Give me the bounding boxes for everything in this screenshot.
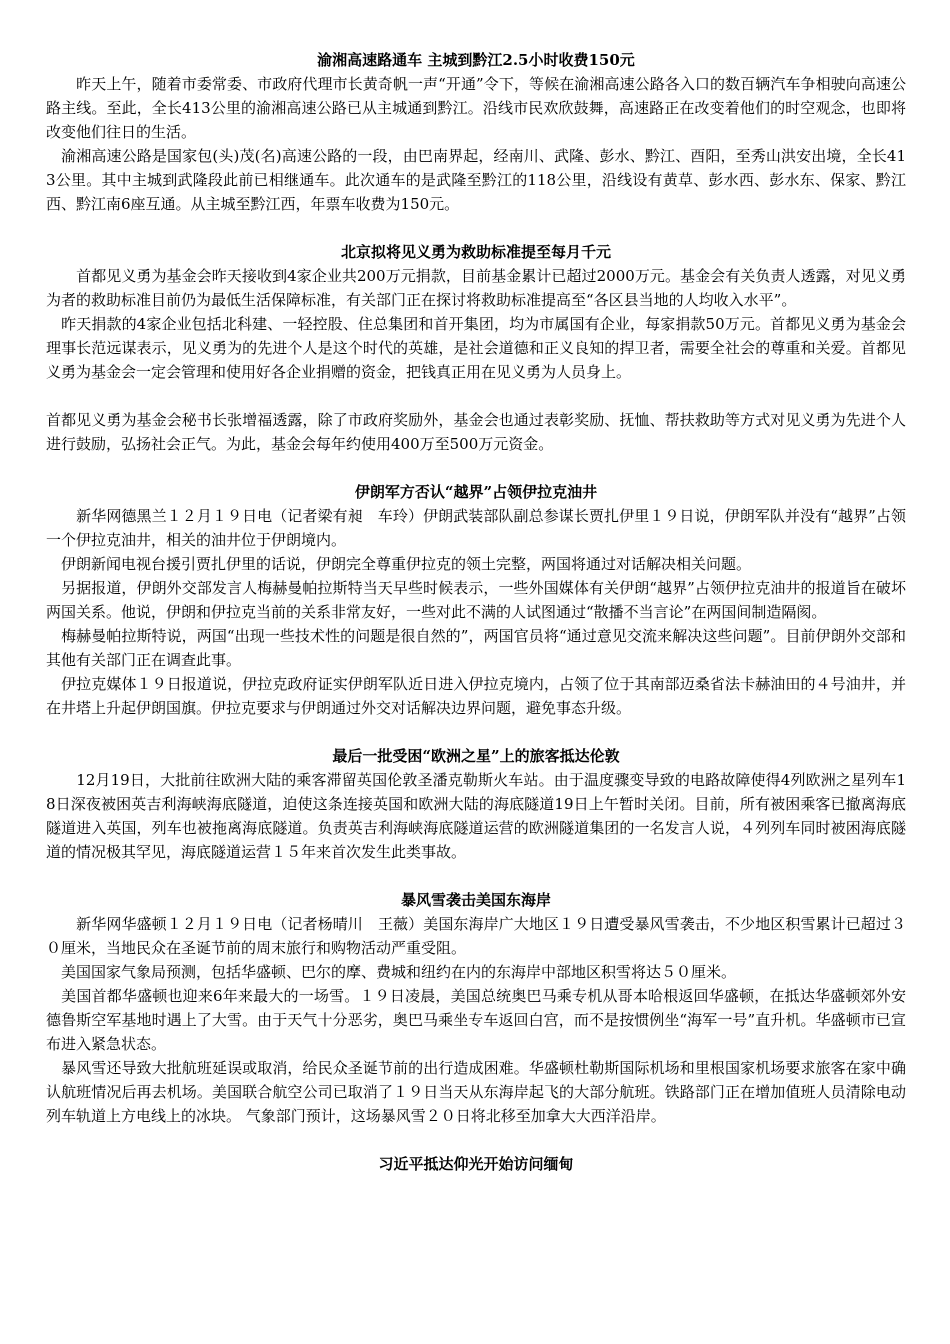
article-paragraph: 新华网德黑兰１２月１９日电（记者梁有昶 车玲）伊朗武装部队副总参谋长贾扎伊里１９日说，伊朗军队并没有“越界”占领一个伊拉克油井，相关的油井位于伊朗境内。 [46, 507, 906, 549]
article-paragraph: 另据报道，伊朗外交部发言人梅赫曼帕拉斯特当天早些时候表示，一些外国媒体有关伊朗“越界”占领伊拉克油井的报道旨在破坏两国关系。他说，伊朗和伊拉克当前的关系非常友好，一些对此不满的人试图通过“散播不当言论”在两国间制造隔阂。 [46, 579, 906, 621]
article-paragraph: 伊拉克媒体１９日报道说，伊拉克政府证实伊朗军队近日进入伊拉克境内，占领了位于其南部迈桑省法卡赫油田的４号油井，并在井塔上升起伊朗国旗。伊拉克要求与伊朗通过外交对话解决边界问题，避免事态升级。 [46, 675, 906, 717]
article-paragraph: 美国国家气象局预测，包括华盛顿、巴尔的摩、费城和纽约在内的东海岸中部地区积雪将达５０厘米。 [46, 963, 737, 981]
article-paragraph: 暴风雪还导致大批航班延误或取消，给民众圣诞节前的出行造成困难。华盛顿杜勒斯国际机场和里根国家机场要求旅客在家中确认航班情况后再去机场。美国联合航空公司已取消了１９日当天从东海岸起飞的大部分航班。铁路部门正在增加值班人员清除电动列车轨道上方电线上的冰块。 气象部门预计，这场暴风雪２０日将北移至加拿大大西洋沿岸。 [46, 1059, 906, 1125]
article-paragraph: 首都见义勇为基金会秘书长张增福透露，除了市政府奖励外，基金会也通过表彰奖励、抚恤、帮扶救助等方式对见义勇为先进个人进行鼓励，弘扬社会正气。为此，基金会每年约使用400万至500万元资金。 [46, 411, 906, 453]
article-paragraph: 新华网华盛顿１２月１９日电（记者杨晴川 王薇）美国东海岸广大地区１９日遭受暴风雪袭击，不少地区积雪累计已超过３０厘米，当地民众在圣诞节前的周末旅行和购物活动严重受阻。 [46, 915, 906, 957]
article-title: 习近平抵达仰光开始访问缅甸 [378, 1155, 574, 1173]
article-title: 最后一批受困“欧洲之星”上的旅客抵达伦敦 [332, 747, 620, 765]
article-paragraph: 昨天捐款的4家企业包括北科建、一轻控股、住总集团和首开集团，均为市属国有企业，每家捐款50万元。首都见义勇为基金会理事长范远谋表示，见义勇为的先进个人是这个时代的英雄，是社会道德和正义良知的捍卫者，需要全社会的尊重和关爱。首都见义勇为基金会一定会管理和使用好各企业捐赠的资金，把钱真正用在见义勇为人员身上。 [46, 315, 906, 381]
article-paragraph: 梅赫曼帕拉斯特说，两国“出现一些技术性的问题是很自然的”，两国官员将“通过意见交流来解决这些问题”。目前伊朗外交部和其他有关部门正在调查此事。 [46, 627, 906, 669]
article-title: 渝湘高速路通车 主城到黔江2.5小时收费150元 [317, 51, 635, 69]
article-paragraph: 渝湘高速公路是国家包(头)茂(名)高速公路的一段，由巴南界起，经南川、武隆、彭水、黔江、酉阳，至秀山洪安出境，全长413公里。其中主城到武隆段此前已相继通车。此次通车的是武隆至黔江的118公里，沿线设有黄草、彭水西、彭水东、保家、黔江西、黔江南6座互通。从主城至黔江西，年票车收费为150元。 [46, 147, 906, 213]
article-eurostar [46, 744, 906, 864]
article-xi-myanmar [46, 1152, 906, 1176]
article-paragraph: 伊朗新闻电视台援引贾扎伊里的话说，伊朗完全尊重伊拉克的领土完整，两国将通过对话解决相关问题。 [46, 555, 752, 573]
article-paragraph: 首都见义勇为基金会昨天接收到4家企业共200万元捐款，目前基金累计已超过2000万元。基金会有关负责人透露，对见义勇为者的救助标准目前仍为最低生活保障标准，有关部门正在探讨将救助标准提高至“各区县当地的人均收入水平”。 [46, 267, 906, 309]
article-chongqing-expressway [46, 48, 906, 216]
article-iran-oil-well [46, 480, 906, 720]
article-title: 北京拟将见义勇为救助标准提至每月千元 [340, 243, 611, 261]
article-title: 暴风雪袭击美国东海岸 [400, 891, 551, 909]
article-paragraph: 12月19日，大批前往欧洲大陆的乘客滞留英国伦敦圣潘克勒斯火车站。由于温度骤变导致的电路故障使得4列欧洲之星列车18日深夜被困英吉利海峡海底隧道，迫使这条连接英国和欧洲大陆的海底隧道19日上午暂时关闭。目前，所有被困乘客已撤离海底隧道进入英国，列车也被拖离海底隧道。负责英吉利海峡海底隧道运营的欧洲隧道集团的一名发言人说，４列列车同时被困海底隧道的情况极其罕见，海底隧道运营１５年来首次发生此类事故。 [46, 771, 906, 861]
article-us-blizzard [46, 888, 906, 1128]
article-beijing-bravery-fund [46, 240, 906, 456]
article-title: 伊朗军方否认“越界”占领伊拉克油井 [354, 483, 598, 501]
article-paragraph: 昨天上午，随着市委常委、市政府代理市长黄奇帆一声“开通”令下，等候在渝湘高速公路各入口的数百辆汽车争相驶向高速公路主线。至此，全长413公里的渝湘高速公路已从主城通到黔江。沿线市民欢欣鼓舞，高速路正在改变着他们的时空观念，也即将改变他们往日的生活。 [46, 75, 906, 141]
article-paragraph: 美国首都华盛顿也迎来6年来最大的一场雪。１９日凌晨，美国总统奥巴马乘专机从哥本哈根返回华盛顿，在抵达华盛顿郊外安德鲁斯空军基地时遇上了大雪。由于天气十分恶劣，奥巴马乘坐专车返回白宫，而不是按惯例坐“海军一号”直升机。华盛顿市已宣布进入紧急状态。 [46, 987, 906, 1053]
